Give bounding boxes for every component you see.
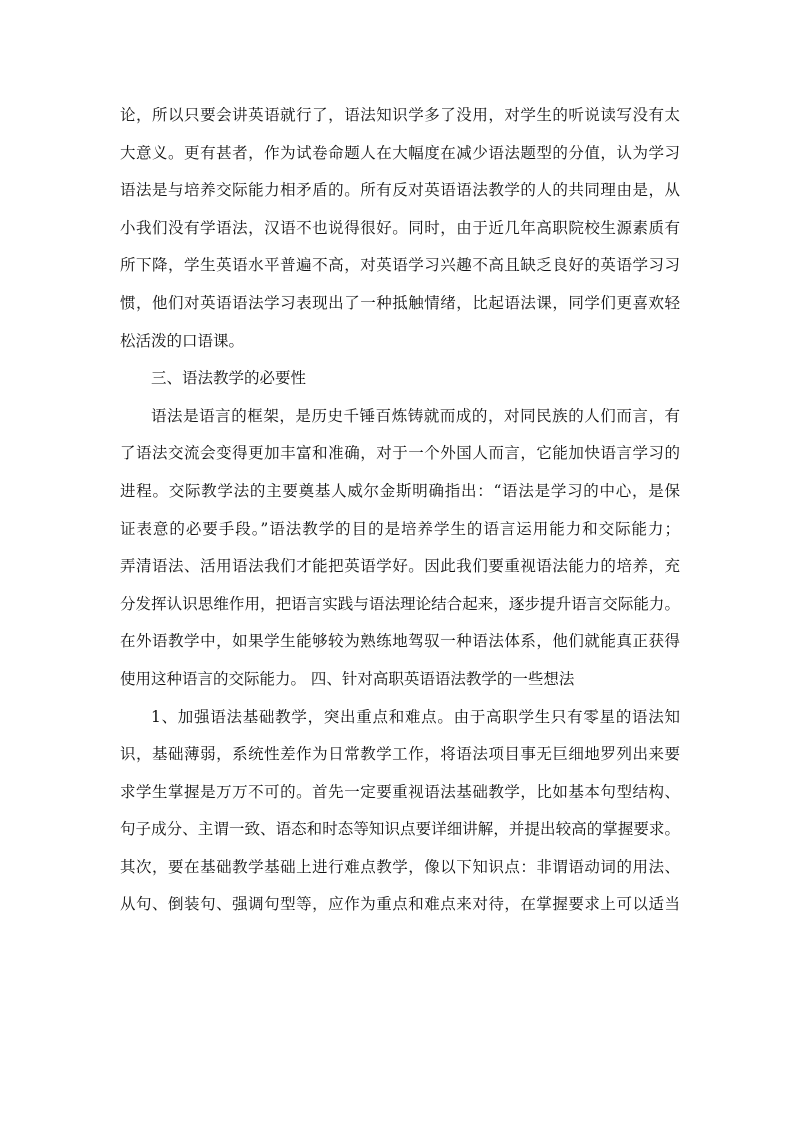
text-line: 进程。交际教学法的主要奠基人威尔金斯明确指出：“语法是学习的中心，是保 bbox=[120, 481, 680, 500]
text-line: 从句、倒装句、强调句型等，应作为重点和难点来对待，在掌握要求上可以适当 bbox=[120, 895, 680, 914]
text-line: 句子成分、主谓一致、语态和时态等知识点要详细讲解，并提出较高的掌握要求。 bbox=[120, 820, 680, 839]
document-body bbox=[120, 97, 680, 924]
text-line: 识，基础薄弱，系统性差作为日常教学工作，将语法项目事无巨细地罗列出来要 bbox=[120, 745, 680, 764]
text-line: 语法是与培养交际能力相矛盾的。所有反对英语语法教学的人的共同理由是，从 bbox=[120, 181, 680, 200]
text-line: 弄清语法、活用语法我们才能把英语学好。因此我们要重视语法能力的培养，充 bbox=[120, 557, 680, 576]
text-line: 求学生掌握是万万不可的。首先一定要重视语法基础教学，比如基本句型结构、 bbox=[120, 782, 680, 801]
text-line: 分发挥认识思维作用，把语言实践与语法理论结合起来，逐步提升语言交际能力。 bbox=[120, 594, 680, 613]
text-line: 惯，他们对英语语法学习表现出了一种抵触情绪，比起语法课，同学们更喜欢轻 bbox=[120, 293, 680, 312]
text-line: 使用这种语言的交际能力。 四、针对高职英语语法教学的一些想法 bbox=[120, 669, 575, 688]
text-line: 1、加强语法基础教学，突出重点和难点。由于高职学生只有零星的语法知 bbox=[151, 707, 680, 726]
text-line: 小我们没有学语法，汉语不也说得很好。同时，由于近几年高职院校生源素质有 bbox=[120, 218, 680, 237]
text-line: 语法是语言的框架，是历史千锤百炼铸就而成的，对同民族的人们而言，有 bbox=[151, 406, 680, 425]
text-line: 证表意的必要手段。”语法教学的目的是培养学生的语言运用能力和交际能力； bbox=[120, 519, 680, 538]
text-line: 松活泼的口语课。 bbox=[120, 331, 245, 350]
text-line: 三、语法教学的必要性 bbox=[151, 369, 307, 388]
text-line: 所下降，学生英语水平普遍不高，对英语学习兴趣不高且缺乏良好的英语学习习 bbox=[120, 256, 680, 275]
text-line: 大意义。更有甚者，作为试卷命题人在大幅度在减少语法题型的分值，认为学习 bbox=[120, 143, 680, 162]
text-line: 了语法交流会变得更加丰富和准确，对于一个外国人而言，它能加快语言学习的 bbox=[120, 444, 680, 463]
text-line: 在外语教学中，如果学生能够较为熟练地驾驭一种语法体系，他们就能真正获得 bbox=[120, 632, 680, 651]
text-line: 论，所以只要会讲英语就行了，语法知识学多了没用，对学生的听说读写没有太 bbox=[120, 106, 680, 124]
text-line: 其次，要在基础教学基础上进行难点教学，像以下知识点：非谓语动词的用法、 bbox=[120, 857, 680, 876]
